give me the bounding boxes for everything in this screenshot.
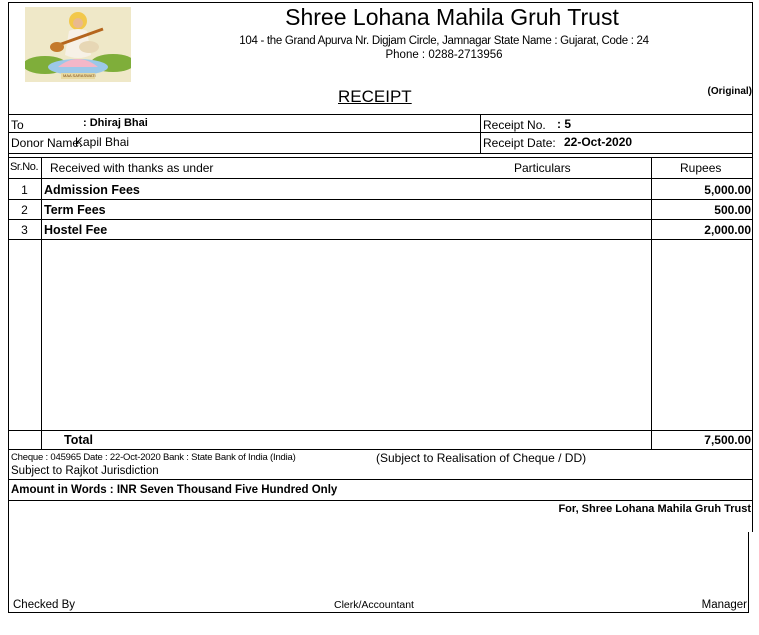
divider <box>8 219 752 220</box>
column-divider <box>651 157 652 449</box>
row-amount: 5,000.00 <box>704 183 751 197</box>
to-value: : Dhiraj Bhai <box>83 117 148 129</box>
col-particulars: Particulars <box>514 161 571 175</box>
col-srno: Sr.No. <box>10 161 39 173</box>
donor-label: Donor Name: <box>11 136 83 150</box>
divider <box>8 479 752 480</box>
realisation-note: (Subject to Realisation of Cheque / DD) <box>376 451 587 465</box>
row-sr: 1 <box>21 183 28 197</box>
copy-label: (Original) <box>707 86 752 97</box>
row-item: Admission Fees <box>44 183 140 197</box>
trust-name: Shree Lohana Mahila Gruh Trust <box>285 4 619 30</box>
divider <box>8 449 752 450</box>
cheque-info: Cheque : 045965 Date : 22-Oct-2020 Bank : State Bank of India (India) <box>11 452 296 463</box>
frame-right <box>752 2 753 532</box>
row-item: Hostel Fee <box>44 223 108 237</box>
row-sr: 2 <box>21 203 28 217</box>
receipt-date-value: 22-Oct-2020 <box>564 135 633 149</box>
frame-bottom <box>8 612 748 613</box>
checked-by-label: Checked By <box>13 599 76 611</box>
divider <box>8 199 752 200</box>
divider <box>8 239 752 240</box>
frame-left <box>8 2 9 613</box>
to-label: To <box>11 118 24 132</box>
col-received: Received with thanks as under <box>50 161 214 175</box>
logo-caption: MAA SARASWATI <box>63 73 96 78</box>
divider <box>8 114 752 115</box>
total-label: Total <box>64 433 93 447</box>
divider <box>8 500 752 501</box>
column-divider <box>41 157 42 449</box>
frame-right-lower <box>748 532 749 613</box>
divider <box>8 430 752 431</box>
receipt-date-label: Receipt Date: <box>483 136 556 150</box>
divider <box>8 153 752 154</box>
trust-phone: Phone : 0288-2713956 <box>385 49 503 61</box>
amount-in-words: Amount in Words : INR Seven Thousand Five Hundred Only <box>11 484 338 496</box>
col-rupees: Rupees <box>680 161 722 175</box>
divider <box>8 157 752 158</box>
for-trust: For, Shree Lohana Mahila Gruh Trust <box>558 503 751 515</box>
divider <box>8 132 752 133</box>
clerk-label: Clerk/Accountant <box>334 599 414 611</box>
receipt-no-value: : 5 <box>557 117 572 131</box>
saraswati-logo <box>25 7 131 82</box>
row-sr: 3 <box>21 223 28 237</box>
divider <box>480 114 481 153</box>
receipt-title: RECEIPT <box>338 87 412 106</box>
row-amount: 2,000.00 <box>704 223 751 237</box>
saraswati-image-icon <box>25 7 131 82</box>
row-item: Term Fees <box>44 203 106 217</box>
divider <box>8 178 752 179</box>
manager-label: Manager <box>701 599 747 611</box>
receipt-no-label: Receipt No. <box>483 118 546 132</box>
donor-value: Kapil Bhai <box>75 135 130 149</box>
frame-top <box>8 2 752 3</box>
row-amount: 500.00 <box>714 203 751 217</box>
total-value: 7,500.00 <box>704 433 751 447</box>
jurisdiction: Subject to Rajkot Jurisdiction <box>11 465 159 477</box>
trust-address: 104 - the Grand Apurva Nr. Digjam Circle, Jamnagar State Name : Gujarat, Code : 24 <box>239 35 649 47</box>
